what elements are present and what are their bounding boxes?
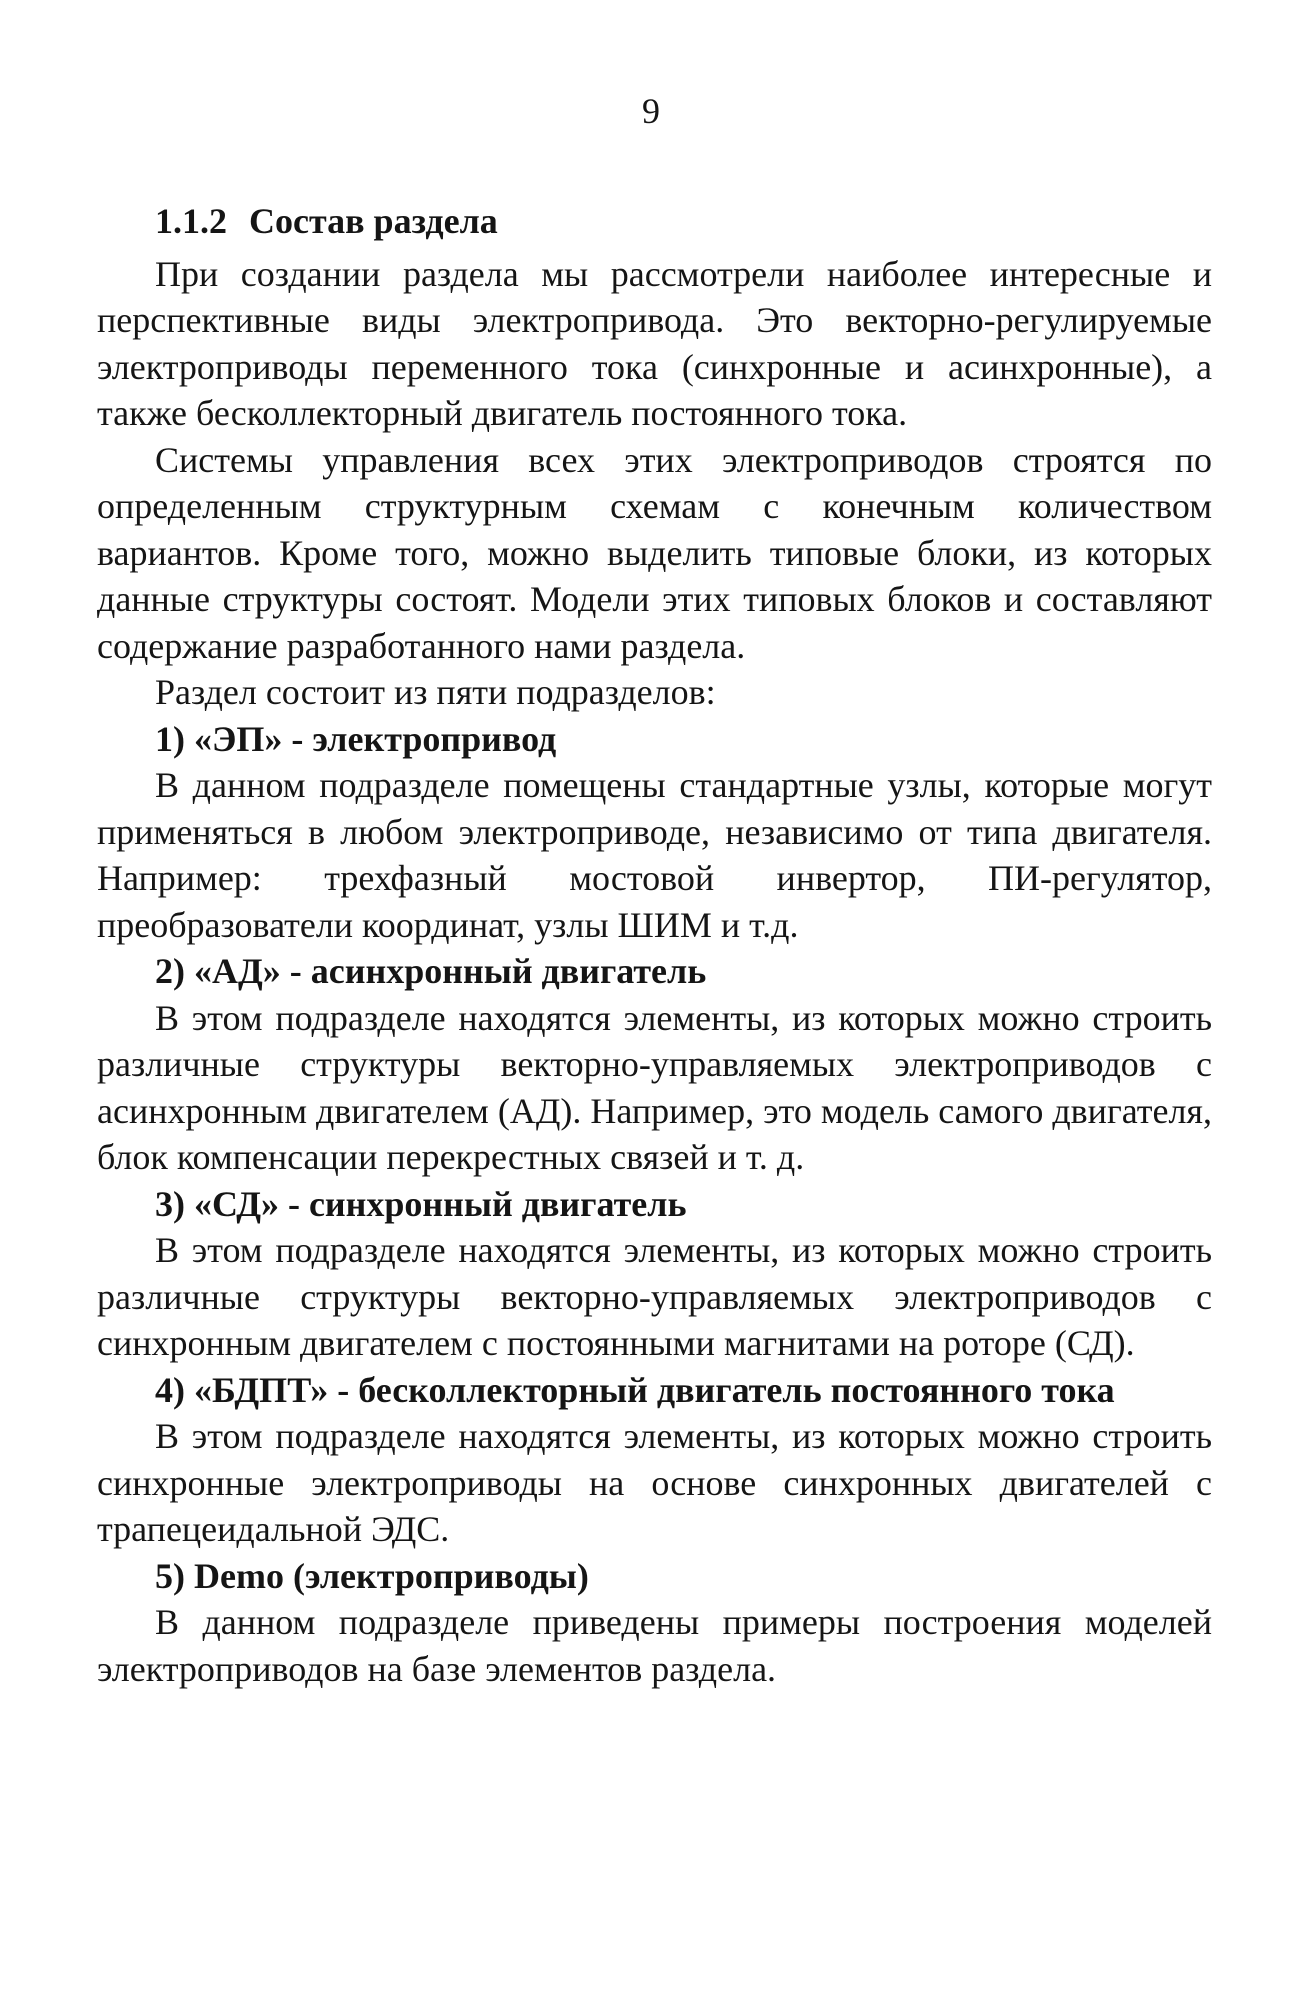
- intro-paragraph-1: При создании раздела мы рассмотрели наиболее интересные и перспективные виды электропривода. Это векторно-регулируемые электроприводы переменного тока (синхронные и асинхронные), а также бесколлекторный двигатель постоянного тока.: [97, 253, 1212, 433]
- subsection-text-ad: В этом подразделе находятся элементы, из которых можно строить различные структуры векторно-управляемых электроприводов с асинхронным двигателем (АД). Например, это модель самого двигателя, блок компенсации перекрестных связей и т. д.: [97, 997, 1212, 1177]
- section-title: Состав раздела: [249, 201, 498, 241]
- subsection-text-sd: В этом подразделе находятся элементы, из которых можно строить различные структуры векторно-управляемых электроприводов с синхронным двигателем с постоянными магнитами на роторе (СД).: [97, 1230, 1212, 1363]
- page-content: [97, 198, 1212, 1692]
- subsection-text-bdpt: В этом подразделе находятся элементы, из которых можно строить синхронные электроприводы на основе синхронных двигателей с трапецеидальной ЭДС.: [97, 1416, 1212, 1549]
- intro-paragraph-3: Раздел состоит из пяти подразделов:: [155, 672, 716, 712]
- subsection-text-demo: В данном подразделе приведены примеры построения моделей электроприводов на базе элементов раздела.: [97, 1602, 1212, 1689]
- subsection-heading-ep: 1) «ЭП» - электропривод: [155, 718, 557, 759]
- subsection-text-ep: В данном подразделе помещены стандартные узлы, которые могут применяться в любом электроприводе, независимо от типа двигателя. Например: трехфазный мостовой инвертор, ПИ-регулятор, преобразователи координат, узлы ШИМ и т.д.: [97, 765, 1212, 945]
- subsection-heading-demo: 5) Demo (электроприводы): [155, 1555, 589, 1596]
- page-number: 9: [642, 91, 660, 131]
- subsection-heading-bdpt: 4) «БДПТ» - бесколлекторный двигатель постоянного тока: [155, 1369, 1115, 1410]
- subsection-heading-ad: 2) «АД» - асинхронный двигатель: [155, 951, 707, 991]
- intro-paragraph-2: Системы управления всех этих электроприводов строятся по определенным структурным схемам с конечным количеством вариантов. Кроме того, можно выделить типовые блоки, из которых данные структуры состоят. Модели этих типовых блоков и составляют содержание разработанного нами раздела.: [97, 439, 1212, 666]
- subsection-heading-sd: 3) «СД» - синхронный двигатель: [155, 1183, 687, 1224]
- section-number: 1.1.2: [155, 201, 227, 241]
- section-heading: [97, 198, 1212, 245]
